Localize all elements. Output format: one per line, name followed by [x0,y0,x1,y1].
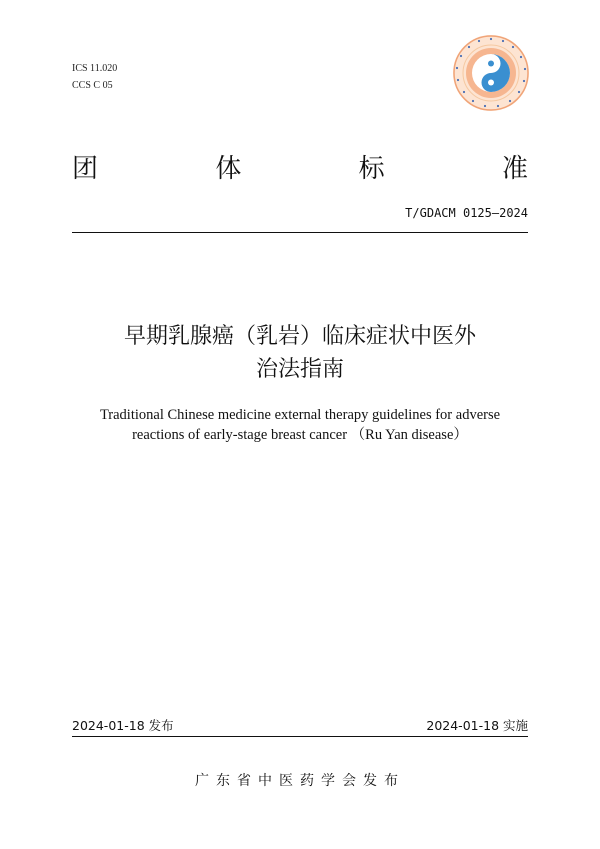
doc-type-char: 团 [72,154,99,184]
ccs-code: CCS C 05 [72,80,113,91]
issue-date: 2024-01-18 发布 [72,718,174,733]
doc-type-char: 标 [358,154,385,184]
top-divider [72,232,528,233]
document-number: T/GDACM 0125—2024 [405,206,528,220]
bottom-divider [72,736,528,737]
chinese-title-line: 治法指南 [255,357,344,382]
doc-type-char: 体 [215,154,242,184]
english-title-line: Traditional Chinese medicine external therapy guidelines for adverse [99,407,501,423]
english-title [72,405,528,445]
document-type [72,148,528,185]
association-seal-icon [452,34,530,112]
standard-codes [72,60,117,94]
implementation-date: 2024-01-18 实施 [426,718,528,733]
chinese-title [72,320,528,386]
ics-code: ICS 11.020 [72,63,118,74]
english-title-line: reactions of early-stage breast cancer （Ru Yan disease） [132,427,468,443]
publisher: 广东省中医药学会发布 [195,773,405,789]
chinese-title-line: 早期乳腺癌（乳岩）临床症状中医外 [123,324,476,349]
doc-type-char: 准 [501,154,528,184]
